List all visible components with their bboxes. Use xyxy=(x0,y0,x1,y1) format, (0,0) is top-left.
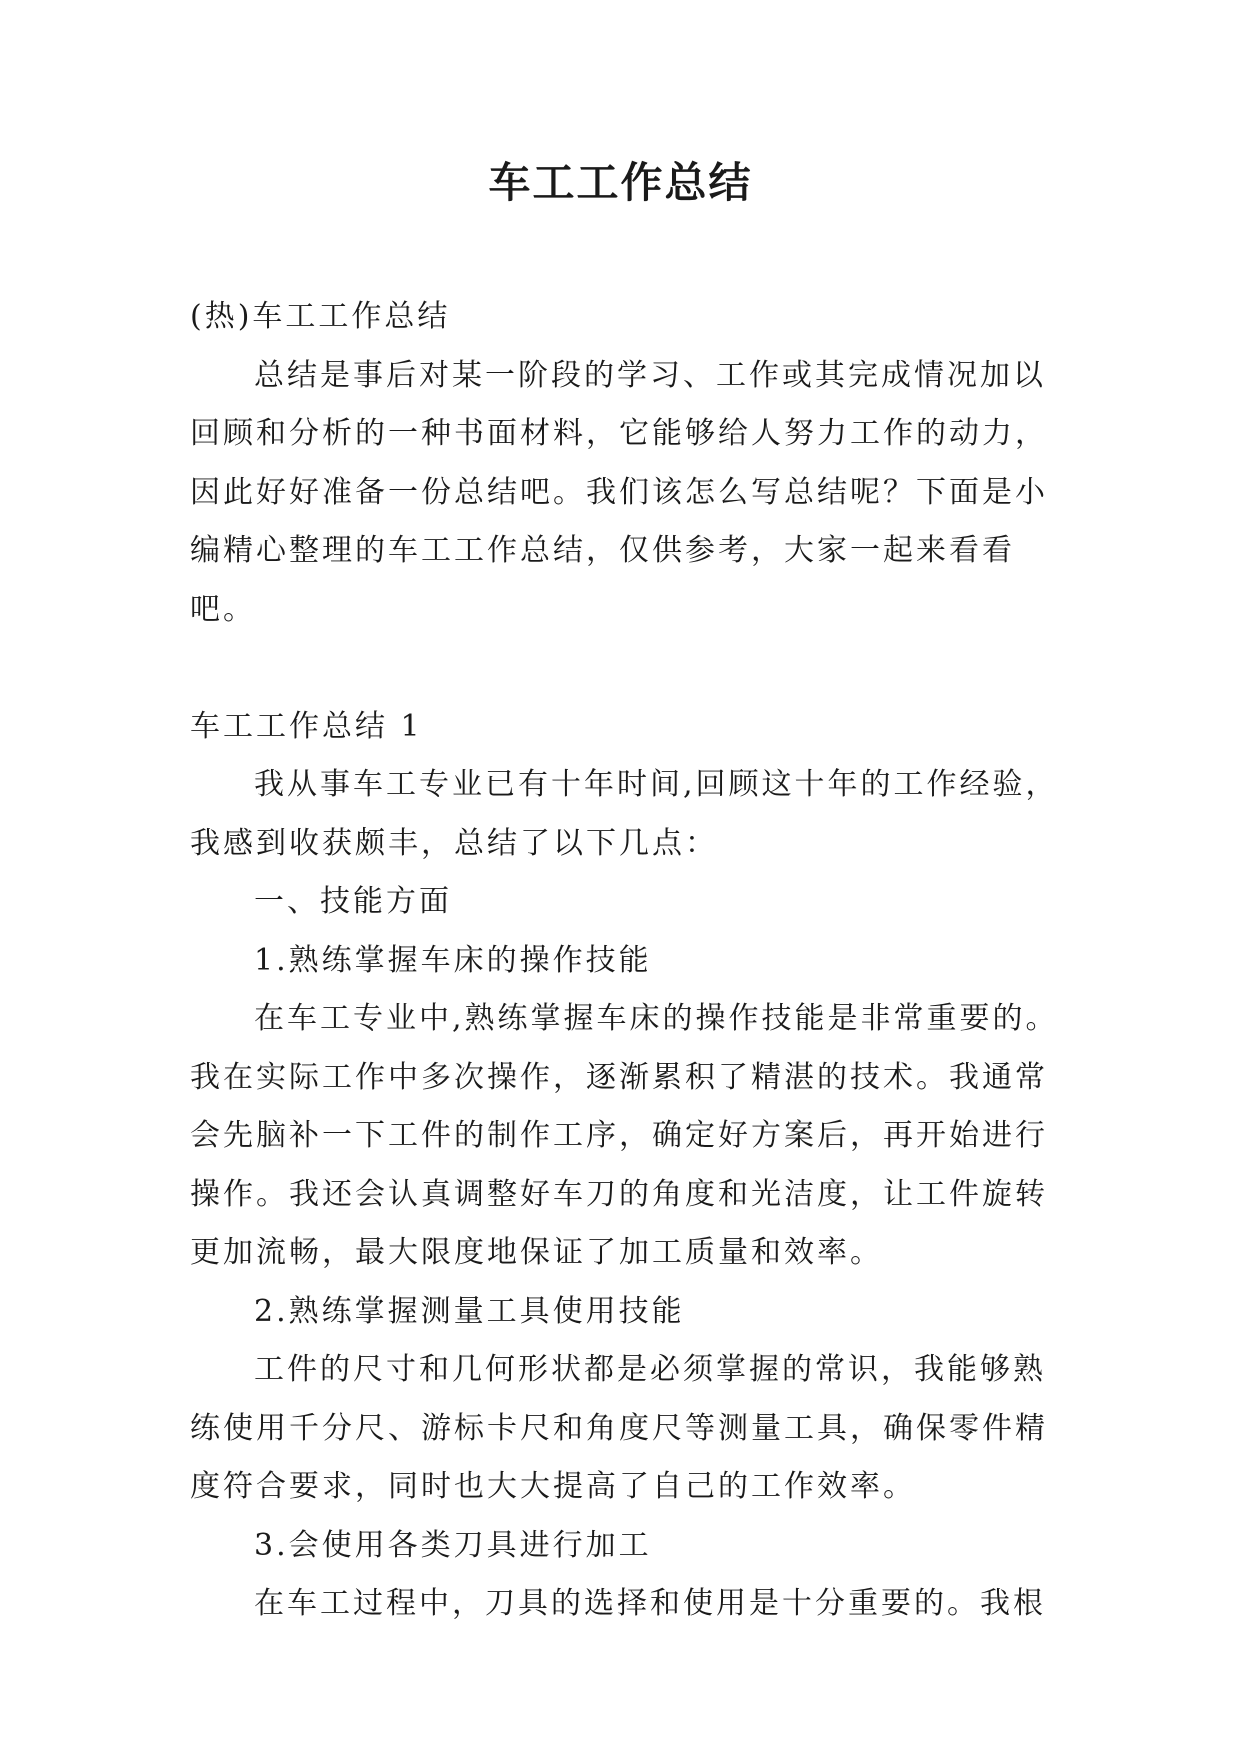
item-heading: 3.会使用各类刀具进行加工 xyxy=(254,1527,652,1563)
document-body xyxy=(190,288,1060,1634)
intro-paragraph: 总结是事后对某一阶段的学习、工作或其完成情况加以回顾和分析的一种书面材料，它能够给人努力工作的动力，因此好好准备一份总结吧。我们该怎么写总结呢？下面是小编精心整理的车工工作总结，仅供参考，大家一起来看看吧。 xyxy=(190,357,1048,627)
part-heading: 一、技能方面 xyxy=(254,884,452,919)
item-paragraph: 工件的尺寸和几何形状都是必须掌握的常识，我能够熟练使用千分尺、游标卡尺和角度尺等测量工具，确保零件精度符合要求，同时也大大提高了自己的工作效率。 xyxy=(190,1352,1048,1504)
item-paragraph: 在车工专业中,熟练掌握车床的操作技能是非常重要的。我在实际工作中多次操作，逐渐累积了精湛的技术。我通常会先脑补一下工件的制作工序，确定好方案后，再开始进行操作。我还会认真调整好车刀的角度和光洁度，让工件旋转更加流畅，最大限度地保证了加工质量和效率。 xyxy=(190,1001,1059,1270)
section-heading: 车工工作总结 1 xyxy=(190,708,423,744)
item-heading: 2.熟练掌握测量工具使用技能 xyxy=(254,1293,685,1329)
item-paragraph: 在车工过程中，刀具的选择和使用是十分重要的。我根 xyxy=(254,1586,1046,1621)
document-subtitle: (热)车工工作总结 xyxy=(190,299,451,334)
section-intro-paragraph: 我从事车工专业已有十年时间,回顾这十年的工作经验，我感到收获颇丰，总结了以下几点： xyxy=(190,767,1059,861)
document-title: 车工工作总结 xyxy=(488,158,753,207)
item-heading: 1.熟练掌握车床的操作技能 xyxy=(254,942,652,978)
